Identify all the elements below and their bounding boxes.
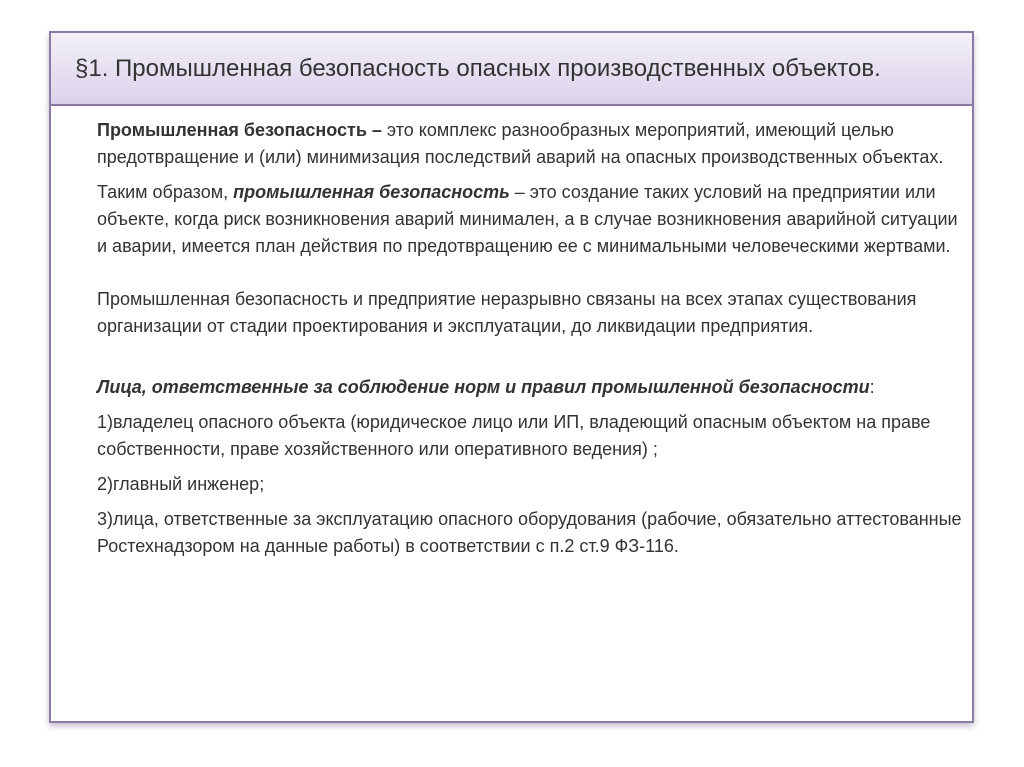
definition-text: это комплекс разнообразных мероприятий, имеющий целью предотвращение и (или) минимизация последствий аварий на опасных производственных объектах.: [97, 120, 944, 167]
definition-term: Промышленная безопасность –: [97, 120, 382, 140]
slide-title: §1. Промышленная безопасность опасных производственных объектов.: [75, 54, 881, 82]
list-item: 1)владелец опасного объекта (юридическое лицо или ИП, владеющий опасным объектом на праве собственности, праве хозяйственного или оперативного ведения) ;: [97, 412, 931, 459]
responsible-heading-text: Лица, ответственные за соблюдение норм и правил промышленной безопасности: [97, 377, 870, 397]
summary-lead: Таким образом,: [97, 182, 234, 202]
relation-paragraph: Промышленная безопасность и предприятие неразрывно связаны на всех этапах существования организации от стадии проектирования и эксплуатации, до ликвидации предприятия.: [97, 289, 917, 336]
summary-paragraph: [97, 179, 967, 260]
list-item: 3)лица, ответственные за эксплуатацию опасного оборудования (рабочие, обязательно аттестованные Ростехнадзором на данные работы) в соответствии с п.2 ст.9 ФЗ-116.: [97, 509, 962, 556]
title-box: [49, 31, 974, 106]
responsible-heading-colon: :: [869, 377, 875, 397]
list-item: 2)главный инженер;: [97, 474, 265, 494]
slide-body: [97, 117, 967, 568]
responsible-heading: [97, 374, 967, 401]
summary-text: – это создание таких условий на предприятии или объекте, когда риск возникновения аварий минимален, а в случае возникновения аварийной ситуации и аварии, имеется план действия по предотвращению ее с минимальными человеческими жертвами.: [97, 182, 958, 256]
definition-paragraph: [97, 117, 967, 171]
summary-term: промышленная безопасность: [233, 182, 510, 202]
